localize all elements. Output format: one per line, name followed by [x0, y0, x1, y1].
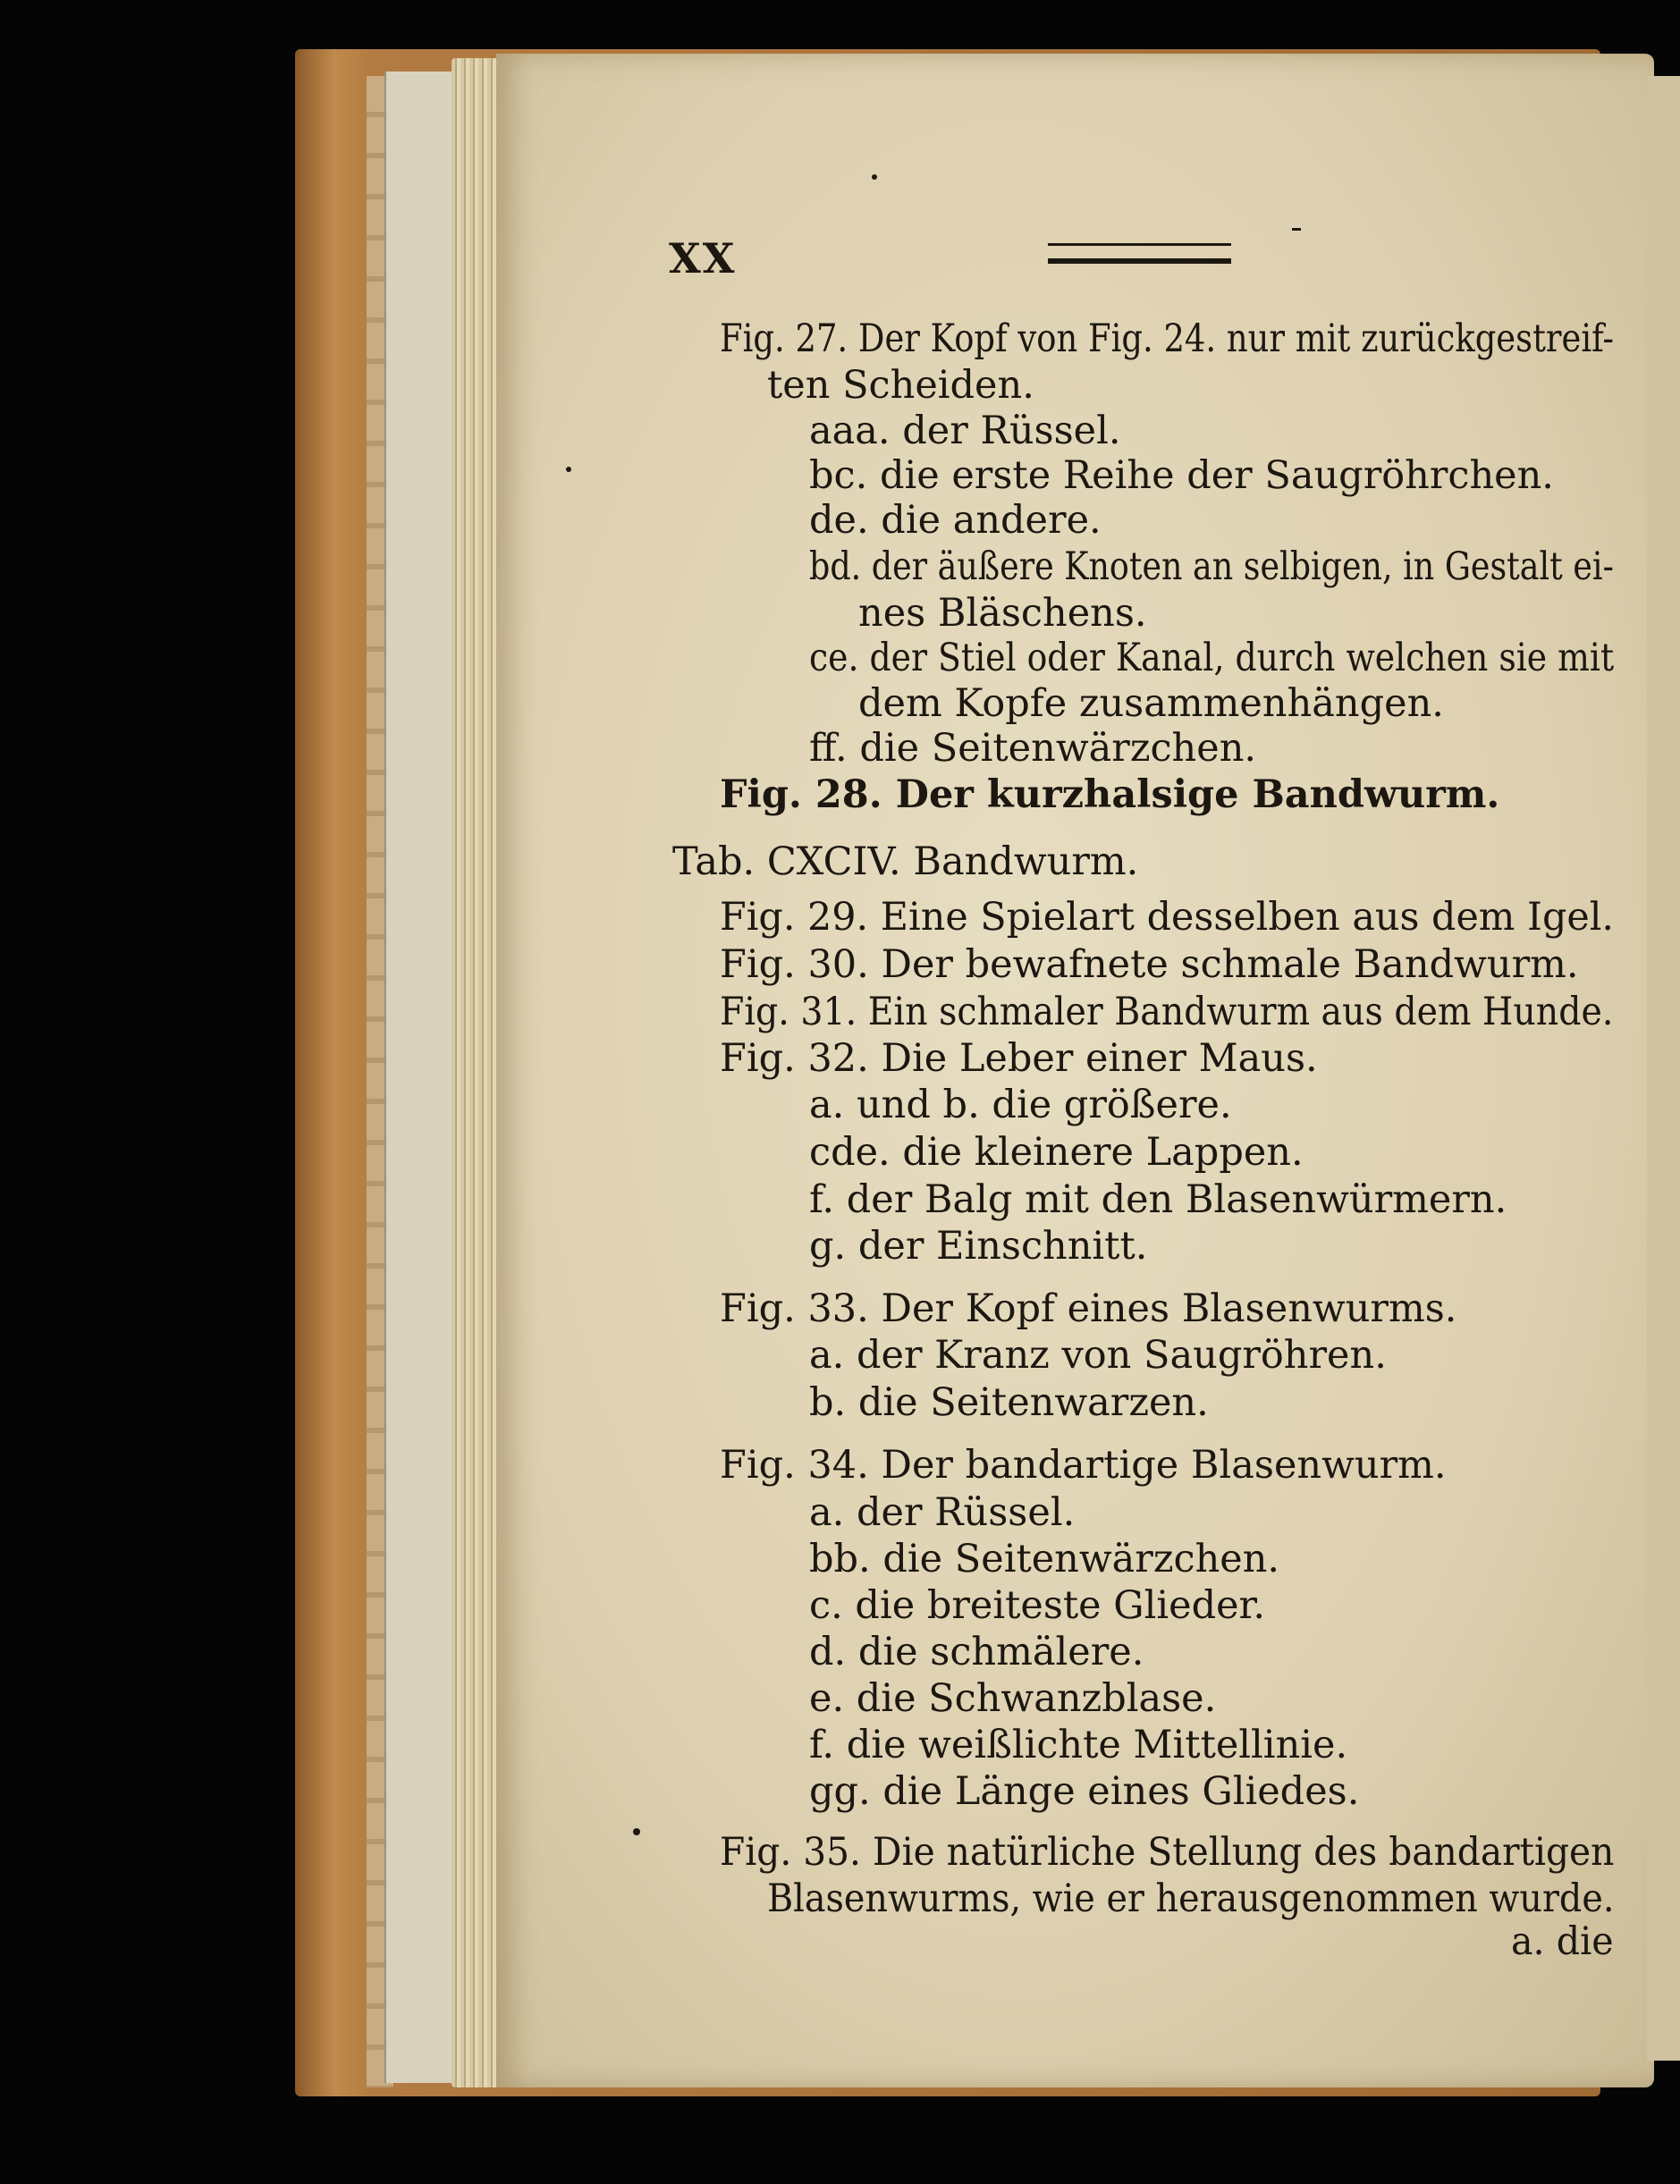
text-line: c. die breiteste Glieder. [809, 1583, 1266, 1628]
ink-speck [566, 467, 571, 472]
text-line: bb. die Seitenwärzchen. [809, 1537, 1280, 1581]
text-line: bc. die erste Reihe der Saugröhrchen. [809, 453, 1554, 498]
ink-speck [633, 1828, 640, 1835]
text-line: g. der Einschnitt. [809, 1224, 1148, 1269]
text-line: Fig. 30. Der bewafnete schmale Bandwurm. [720, 942, 1579, 987]
text-line: Fig. 31. Ein schmaler Bandwurm aus dem Hunde. [720, 990, 1614, 1034]
text-line: bd. der äußere Knoten an selbigen, in Gestalt ei- [809, 544, 1614, 589]
ink-speck [872, 174, 877, 180]
text-line: dem Kopfe zusammenhängen. [858, 681, 1444, 726]
text-line: b. die Seitenwarzen. [809, 1380, 1209, 1425]
text-line: Fig. 34. Der bandartige Blasenwurm. [720, 1443, 1447, 1488]
text-line: gg. die Länge eines Gliedes. [809, 1769, 1360, 1814]
text-line: a. der Kranz von Saugröhren. [809, 1333, 1387, 1378]
text-line: de. die andere. [809, 498, 1102, 543]
text-line: f. der Balg mit den Blasenwürmern. [809, 1177, 1507, 1222]
text-line: aaa. der Rüssel. [809, 409, 1121, 453]
text-line: a. der Rüssel. [809, 1490, 1076, 1535]
text-line: nes Bläschens. [858, 591, 1147, 636]
text-line: Fig. 28. Der kurzhalsige Bandwurm. [720, 772, 1500, 817]
text-line: ce. der Stiel oder Kanal, durch welchen sie mit [809, 636, 1615, 680]
header-ornament-rule [1048, 243, 1231, 264]
page-number: XX [669, 234, 737, 282]
text-line: f. die weißlichte Mittellinie. [809, 1723, 1348, 1767]
text-line: cde. die kleinere Lappen. [809, 1130, 1304, 1175]
text-line: d. die schmälere. [809, 1630, 1144, 1674]
text-line: Blasenwurms, wie er herausgenommen wurde. [767, 1876, 1615, 1921]
text-line: Fig. 29. Eine Spielart desselben aus dem Igel. [720, 895, 1615, 940]
text-line: a. und b. die größere. [809, 1083, 1232, 1127]
catchword: a. die [1511, 1919, 1614, 1964]
text-line: Fig. 35. Die natürliche Stellung des bandartigen [720, 1830, 1615, 1875]
text-line: Fig. 33. Der Kopf eines Blasenwurms. [720, 1286, 1457, 1331]
text-line: ten Scheiden. [767, 363, 1034, 408]
text-line: Fig. 32. Die Leber einer Maus. [720, 1036, 1318, 1081]
header-mark [1292, 228, 1301, 231]
section-heading: Tab. CXCIV. Bandwurm. [672, 839, 1139, 884]
text-line: Fig. 27. Der Kopf von Fig. 24. nur mit zurückgestreif- [720, 316, 1614, 361]
text-line: ff. die Seitenwärzchen. [809, 726, 1257, 771]
text-line: e. die Schwanzblase. [809, 1676, 1217, 1721]
